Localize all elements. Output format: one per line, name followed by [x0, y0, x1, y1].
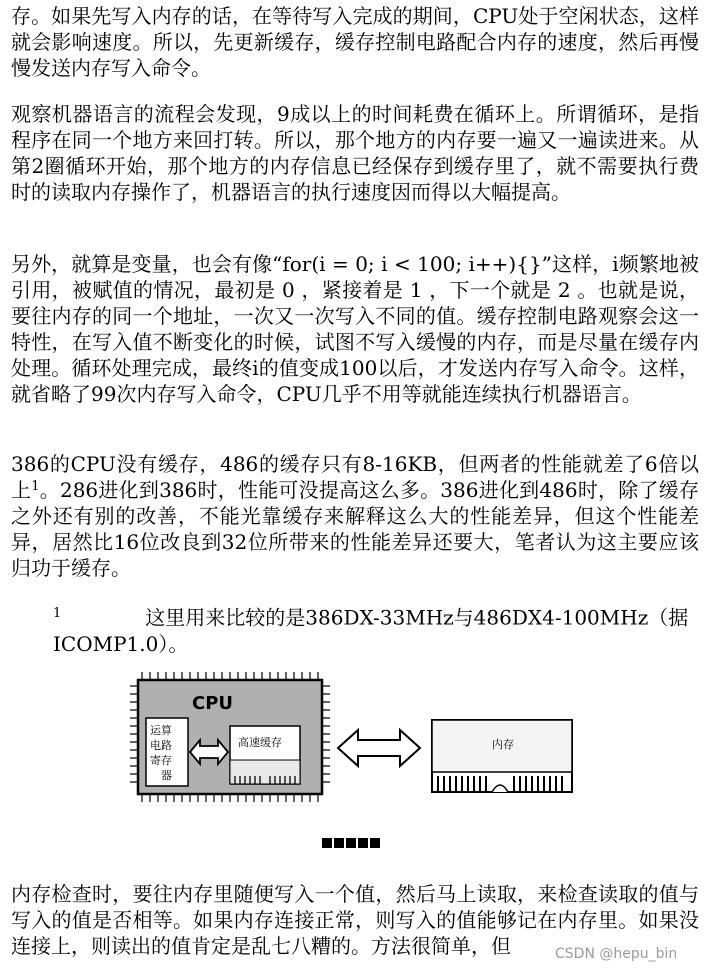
footnote-text: 这里用来比较的是386DX-33MHz与486DX4-100MHz（据ICOMP1.0）。 [53, 605, 689, 656]
alu-label-line-3: 寄存 [150, 754, 172, 767]
paragraph-write-back: 存。如果先写入内存的话，在等待写入完成的期间，CPU处于空闲状态，这样就会影响速度。所以，先更新缓存，缓存控制电路配合内存的速度，然后再慢慢发送内存写入命令。 [11, 4, 699, 80]
paragraph-386-486-part2: 。286进化到386时，性能可没提高这么多。386进化到486时，除了缓存之外还有别的改善，不能光靠缓存来解释这么大的性能差异，但这个性能差异，居然比16位改良到32位所带来的性能差异还要大，笔者认为这主要应该归功于缓存。 [11, 478, 699, 580]
cache-label: 高速缓存 [238, 736, 282, 749]
paragraph-386-486-part1: 386的CPU没有缓存，486的缓存只有8-16KB，但两者的性能就差了6倍以上 [11, 452, 699, 502]
footnote [53, 601, 703, 657]
watermark: CSDN @hepu_bin [555, 946, 678, 962]
footnote-reference: 1 [31, 479, 40, 494]
alu-label-line-4: 器 [161, 769, 172, 782]
paragraph-386-486 [11, 451, 699, 581]
bus-double-arrow-icon [338, 730, 420, 766]
paragraph-loop: 观察机器语言的流程会发现，9成以上的时间耗费在循环上。所谓循环，是指程序在同一个地方来回打转。所以，那个地方的内存要一遍又一遍读进来。从第2圈循环开始，那个地方的内存信息已经保存到缓存里了，就不需要执行费时的读取内存操作了，机器语言的执行速度因而得以大幅提高。 [11, 102, 699, 204]
cpu-label: CPU [192, 693, 234, 714]
section-separator [322, 838, 380, 848]
paragraph-memory-check: 内存检查时，要往内存里随便写入一个值，然后马上读取，来检查读取的值与写入的值是否相等。如果内存连接正常，则写入的值能够记在内存里。如果没连接上，则读出的值肯定是乱七八糟的。方法很简单，但 [11, 882, 699, 958]
alu-label-line-2: 电路 [150, 739, 172, 752]
alu-label-line-1: 运算 [150, 724, 172, 737]
paragraph-variable: 另外，就算是变量，也会有像“for(i = 0; i < 100; i++){}”这样，i频繁地被引用，被赋值的情况，最初是 0 ，紧接着是 1 ，下一个就是 2 。也就是说，要往内存的同一个地址，一次又一次写入不同的值。缓存控制电路观察会这一特性，在写入值不断变化的时候，试图不写入缓慢的内存，而是尽量在缓存内处理。循环处理完成，最终i的值变成100以后，才发送内存写入命令。这样，就省略了99次内存写入命令，CPU几乎不用等就能连续执行机器语言。 [11, 252, 699, 406]
cpu-chip [130, 672, 330, 802]
footnote-mark: 1 [53, 606, 62, 621]
memory-module [432, 720, 572, 792]
cpu-cache-memory-diagram [130, 672, 590, 802]
memory-label: 内存 [492, 738, 514, 751]
